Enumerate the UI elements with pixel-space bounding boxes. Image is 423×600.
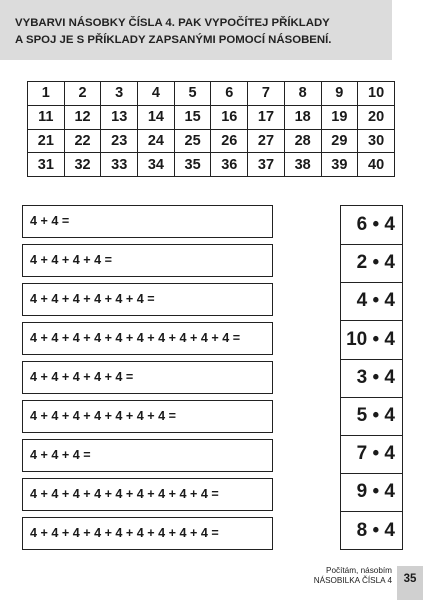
page-number: 35 — [397, 566, 423, 600]
equation-box[interactable] — [22, 361, 273, 394]
grid-cell[interactable]: 39 — [321, 153, 358, 177]
multiplication-cell[interactable] — [341, 244, 402, 283]
multiplication-cell[interactable] — [341, 206, 402, 245]
grid-cell[interactable]: 24 — [138, 129, 175, 153]
grid-cell[interactable]: 34 — [138, 153, 175, 177]
grid-row — [28, 82, 395, 106]
multiplication-answers-column — [340, 205, 403, 550]
grid-cell[interactable]: 6 — [211, 82, 248, 106]
grid-cell[interactable]: 21 — [28, 129, 65, 153]
grid-cell[interactable]: 15 — [174, 105, 211, 129]
multiplication-cell[interactable] — [341, 359, 402, 398]
grid-cell[interactable]: 35 — [174, 153, 211, 177]
grid-cell[interactable]: 29 — [321, 129, 358, 153]
grid-cell[interactable]: 18 — [284, 105, 321, 129]
grid-cell[interactable]: 22 — [64, 129, 101, 153]
grid-cell[interactable]: 19 — [321, 105, 358, 129]
equation-box[interactable] — [22, 517, 273, 550]
equation-box[interactable] — [22, 478, 273, 511]
multiplication-cell[interactable] — [341, 282, 402, 321]
grid-cell[interactable]: 7 — [248, 82, 285, 106]
grid-cell[interactable]: 5 — [174, 82, 211, 106]
footer-chapter-title: NÁSOBILKA ČÍSLA 4 — [313, 576, 392, 585]
grid-cell[interactable]: 9 — [321, 82, 358, 106]
grid-cell[interactable]: 27 — [248, 129, 285, 153]
grid-cell[interactable]: 11 — [28, 105, 65, 129]
equation-text: 4 + 4 + 4 + 4 + 4 + 4 + 4 = — [30, 409, 176, 423]
grid-cell[interactable]: 30 — [358, 129, 395, 153]
equation-text: 4 + 4 + 4 + 4 + 4 = — [30, 370, 134, 384]
grid-cell[interactable]: 20 — [358, 105, 395, 129]
grid-cell[interactable]: 17 — [248, 105, 285, 129]
grid-cell[interactable]: 4 — [138, 82, 175, 106]
grid-cell[interactable]: 25 — [174, 129, 211, 153]
grid-cell[interactable]: 3 — [101, 82, 138, 106]
equation-box[interactable] — [22, 244, 273, 277]
grid-row — [28, 153, 395, 177]
multiplication-cell[interactable] — [341, 473, 402, 512]
multiplication-cell[interactable] — [341, 321, 402, 360]
multiplication-text: 10 • 4 — [346, 328, 395, 350]
grid-row — [28, 129, 395, 153]
grid-cell[interactable]: 16 — [211, 105, 248, 129]
grid-cell[interactable]: 14 — [138, 105, 175, 129]
multiplication-cell[interactable] — [341, 435, 402, 474]
equation-box[interactable] — [22, 205, 273, 238]
grid-cell[interactable]: 28 — [284, 129, 321, 153]
grid-cell[interactable]: 32 — [64, 153, 101, 177]
grid-cell[interactable]: 31 — [28, 153, 65, 177]
multiplication-cell[interactable] — [341, 512, 402, 551]
multiplication-text: 7 • 4 — [356, 443, 395, 465]
grid-cell[interactable]: 37 — [248, 153, 285, 177]
grid-cell[interactable]: 1 — [28, 82, 65, 106]
grid-cell[interactable]: 36 — [211, 153, 248, 177]
multiplication-text: 8 • 4 — [356, 519, 395, 541]
equation-text: 4 + 4 + 4 + 4 + 4 + 4 = — [30, 292, 155, 306]
multiplication-text: 6 • 4 — [356, 214, 395, 235]
grid-cell[interactable]: 2 — [64, 82, 101, 106]
equation-text: 4 + 4 + 4 = — [30, 448, 91, 462]
footer — [280, 566, 392, 586]
multiplication-text: 3 • 4 — [356, 366, 395, 388]
grid-cell[interactable]: 10 — [358, 82, 395, 106]
multiplication-cell[interactable] — [341, 397, 402, 436]
number-grid — [27, 81, 395, 177]
equation-box[interactable] — [22, 283, 273, 316]
equation-text: 4 + 4 = — [30, 214, 70, 228]
multiplication-text: 5 • 4 — [356, 405, 395, 426]
multiplication-text: 2 • 4 — [356, 252, 395, 274]
grid-row — [28, 105, 395, 129]
equation-text: 4 + 4 + 4 + 4 + 4 + 4 + 4 + 4 + 4 = — [30, 526, 219, 540]
equation-box[interactable] — [22, 322, 273, 355]
grid-cell[interactable]: 8 — [284, 82, 321, 106]
grid-cell[interactable]: 40 — [358, 153, 395, 177]
footer-book-title: Počítám, násobím — [326, 566, 392, 575]
grid-cell[interactable]: 13 — [101, 105, 138, 129]
grid-cell[interactable]: 23 — [101, 129, 138, 153]
equation-box[interactable] — [22, 439, 273, 472]
instruction-header — [0, 0, 392, 60]
instruction-text — [15, 15, 387, 49]
grid-cell[interactable]: 38 — [284, 153, 321, 177]
instruction-line-2: A SPOJ JE S PŘÍKLADY ZAPSANÝMI POMOCÍ NÁSOBENÍ. — [15, 34, 332, 46]
grid-cell[interactable]: 33 — [101, 153, 138, 177]
grid-cell[interactable]: 26 — [211, 129, 248, 153]
equation-box[interactable] — [22, 400, 273, 433]
equation-text: 4 + 4 + 4 + 4 + 4 + 4 + 4 + 4 + 4 = — [30, 487, 219, 501]
equation-text: 4 + 4 + 4 + 4 = — [30, 253, 112, 267]
multiplication-text: 4 • 4 — [356, 290, 395, 312]
multiplication-text: 9 • 4 — [356, 481, 395, 503]
equation-text: 4 + 4 + 4 + 4 + 4 + 4 + 4 + 4 + 4 + 4 = — [30, 331, 241, 345]
grid-cell[interactable]: 12 — [64, 105, 101, 129]
instruction-line-1: VYBARVI NÁSOBKY ČÍSLA 4. PAK VYPOČÍTEJ PŘÍKLADY — [15, 17, 330, 29]
